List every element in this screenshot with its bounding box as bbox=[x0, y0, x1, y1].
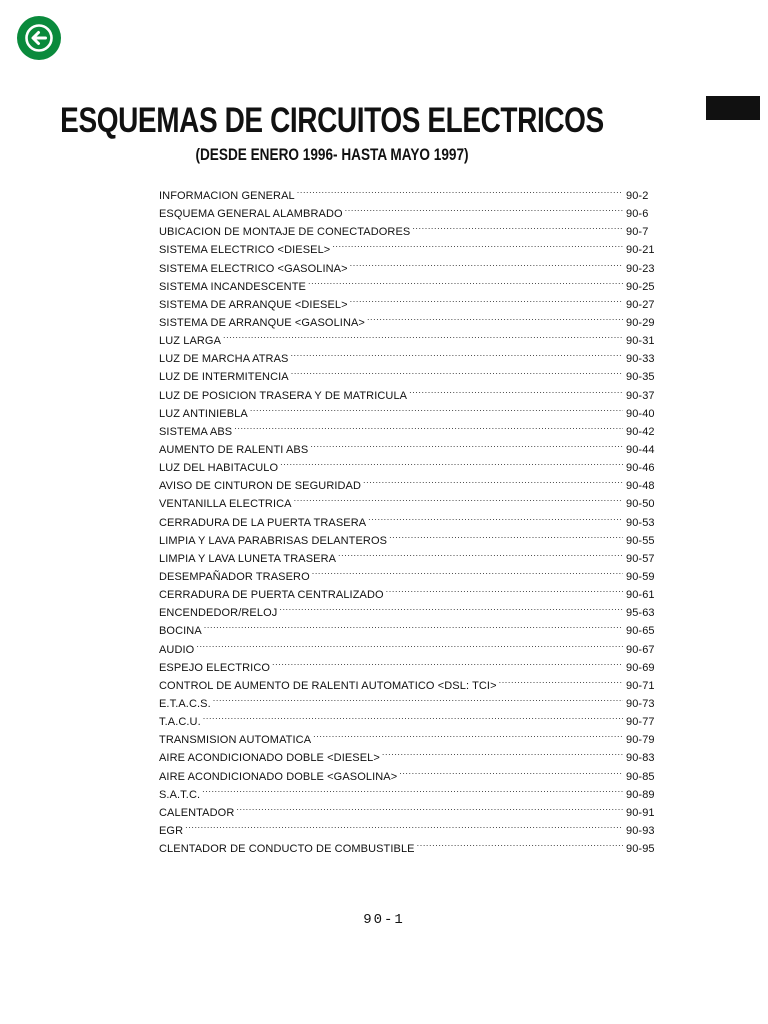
toc-entry[interactable] bbox=[159, 816, 658, 837]
section-tab-marker bbox=[706, 96, 760, 120]
toc-entry-page: 90-48 bbox=[626, 480, 655, 493]
toc-entry-label: SISTEMA DE ARRANQUE <GASOLINA> bbox=[159, 316, 365, 329]
toc-entry-page: 90-79 bbox=[626, 734, 655, 747]
toc-dot-leader bbox=[499, 671, 623, 689]
toc-dot-leader bbox=[338, 544, 623, 562]
toc-entry-page: 90-83 bbox=[626, 752, 655, 765]
toc-entry-label: LUZ DEL HABITACULO bbox=[159, 462, 279, 475]
toc-dot-leader bbox=[291, 362, 623, 380]
toc-dot-leader bbox=[308, 272, 623, 290]
toc-dot-leader bbox=[272, 653, 623, 671]
toc-entry-page: 90-2 bbox=[626, 190, 649, 202]
toc-entry[interactable] bbox=[159, 326, 658, 348]
toc-dot-leader bbox=[389, 526, 623, 544]
toc-entry-label: LUZ LARGA bbox=[159, 335, 222, 348]
toc-dot-leader bbox=[417, 834, 623, 852]
toc-dot-leader bbox=[409, 381, 623, 399]
toc-entry-label: BOCINA bbox=[159, 625, 202, 638]
toc-dot-leader bbox=[412, 217, 623, 235]
toc-entry-label: TRANSMISION AUTOMATICA bbox=[159, 734, 312, 747]
toc-dot-leader bbox=[363, 471, 623, 489]
toc-dot-leader bbox=[279, 598, 623, 616]
toc-entry-label: T.A.C.U. bbox=[159, 716, 201, 729]
toc-entry-page: 90-65 bbox=[626, 625, 655, 638]
toc-entry[interactable] bbox=[159, 798, 658, 819]
toc-entry-page: 90-25 bbox=[626, 280, 655, 293]
toc-entry-page: 90-23 bbox=[626, 262, 655, 275]
toc-dot-leader bbox=[223, 326, 623, 344]
toc-entry[interactable] bbox=[159, 616, 658, 638]
toc-entry-page: 90-85 bbox=[626, 770, 655, 783]
toc-entry[interactable] bbox=[159, 635, 658, 656]
table-of-contents bbox=[159, 181, 658, 856]
toc-entry-label: ESQUEMA GENERAL ALAMBRADO bbox=[159, 208, 343, 221]
toc-dot-leader bbox=[196, 635, 623, 653]
toc-entry-page: 90-93 bbox=[626, 824, 655, 837]
toc-entry-page: 95-63 bbox=[626, 607, 655, 620]
toc-entry-label: SISTEMA DE ARRANQUE <DIESEL> bbox=[159, 298, 348, 311]
toc-entry-label: E.T.A.C.S. bbox=[159, 697, 211, 710]
toc-dot-leader bbox=[386, 580, 623, 598]
toc-entry-page: 90-21 bbox=[626, 244, 655, 257]
toc-entry-label: AIRE ACONDICIONADO DOBLE <DIESEL> bbox=[159, 752, 380, 765]
toc-entry-page: 90-53 bbox=[626, 516, 655, 529]
toc-entry-page: 90-71 bbox=[626, 679, 655, 692]
toc-entry-label: ESPEJO ELECTRICO bbox=[159, 661, 271, 674]
toc-entry-page: 90-29 bbox=[626, 316, 655, 329]
toc-entry-label: ENCENDEDOR/RELOJ bbox=[159, 607, 278, 620]
toc-entry-page: 90-35 bbox=[626, 371, 655, 384]
toc-entry[interactable] bbox=[159, 435, 658, 456]
toc-entry-label: AUMENTO DE RALENTI ABS bbox=[159, 443, 309, 456]
toc-entry-page: 90-40 bbox=[626, 407, 655, 420]
toc-entry[interactable] bbox=[159, 344, 658, 366]
toc-entry-label: INFORMACION GENERAL bbox=[159, 190, 295, 202]
toc-entry[interactable] bbox=[159, 834, 658, 856]
toc-entry[interactable] bbox=[159, 417, 658, 438]
toc-entry-label: SISTEMA INCANDESCENTE bbox=[159, 280, 306, 293]
toc-entry-page: 90-73 bbox=[626, 697, 655, 710]
toc-dot-leader bbox=[294, 489, 623, 507]
toc-dot-leader bbox=[234, 417, 623, 435]
toc-entry-label: SISTEMA ABS bbox=[159, 425, 233, 438]
toc-dot-leader bbox=[345, 199, 623, 217]
toc-dot-leader bbox=[236, 798, 623, 816]
toc-dot-leader bbox=[313, 725, 623, 743]
toc-entry-label: LIMPIA Y LAVA LUNETA TRASERA bbox=[159, 552, 337, 565]
toc-entry-label: DESEMPAÑADOR TRASERO bbox=[159, 570, 310, 583]
toc-entry-page: 90-91 bbox=[626, 806, 655, 819]
toc-entry-label: S.A.T.C. bbox=[159, 788, 201, 801]
toc-dot-leader bbox=[399, 762, 623, 780]
toc-entry-page: 90-31 bbox=[626, 335, 655, 348]
toc-dot-leader bbox=[213, 689, 623, 707]
toc-entry-label: AUDIO bbox=[159, 643, 195, 656]
toc-dot-leader bbox=[202, 780, 623, 798]
toc-dot-leader bbox=[204, 616, 623, 634]
toc-entry-label: CALENTADOR bbox=[159, 806, 235, 819]
arrow-left-icon bbox=[24, 23, 54, 53]
page-subtitle: (DESDE ENERO 1996- HASTA MAYO 1997) bbox=[195, 145, 469, 164]
toc-dot-leader bbox=[332, 235, 623, 253]
toc-dot-leader bbox=[382, 743, 623, 761]
toc-entry-page: 90-67 bbox=[626, 643, 655, 656]
back-button[interactable] bbox=[17, 16, 61, 60]
toc-entry-label: UBICACION DE MONTAJE DE CONECTADORES bbox=[159, 226, 411, 239]
toc-dot-leader bbox=[297, 181, 623, 199]
toc-entry-page: 90-69 bbox=[626, 661, 655, 674]
toc-entry[interactable] bbox=[159, 653, 658, 674]
toc-entry-page: 90-42 bbox=[626, 425, 655, 438]
toc-dot-leader bbox=[250, 399, 623, 417]
toc-entry-page: 90-37 bbox=[626, 389, 655, 402]
toc-entry-page: 90-89 bbox=[626, 788, 655, 801]
toc-entry-page: 90-50 bbox=[626, 498, 655, 511]
toc-entry-label: LIMPIA Y LAVA PARABRISAS DELANTEROS bbox=[159, 534, 388, 547]
toc-entry-page: 90-77 bbox=[626, 716, 655, 729]
toc-entry-label: EGR bbox=[159, 824, 184, 837]
toc-entry-page: 90-27 bbox=[626, 298, 655, 311]
toc-entry-label: CERRADURA DE LA PUERTA TRASERA bbox=[159, 516, 367, 529]
toc-entry-page: 90-46 bbox=[626, 462, 655, 475]
toc-entry-page: 90-57 bbox=[626, 552, 655, 565]
toc-entry-label: SISTEMA ELECTRICO <GASOLINA> bbox=[159, 262, 348, 275]
toc-entry[interactable] bbox=[159, 181, 658, 202]
toc-entry-page: 90-6 bbox=[626, 208, 649, 221]
toc-entry-label: AVISO DE CINTURON DE SEGURIDAD bbox=[159, 480, 362, 493]
toc-dot-leader bbox=[350, 290, 623, 308]
toc-entry-label: CLENTADOR DE CONDUCTO DE COMBUSTIBLE bbox=[159, 843, 415, 856]
toc-entry-page: 90-95 bbox=[626, 843, 655, 856]
toc-entry-label: LUZ DE INTERMITENCIA bbox=[159, 371, 289, 384]
toc-dot-leader bbox=[310, 435, 623, 453]
toc-dot-leader bbox=[368, 508, 623, 526]
toc-entry-label: LUZ ANTINIEBLA bbox=[159, 407, 248, 420]
toc-dot-leader bbox=[312, 562, 623, 580]
toc-entry-label: CONTROL DE AUMENTO DE RALENTI AUTOMATICO <DSL: TCI> bbox=[159, 679, 497, 692]
toc-dot-leader bbox=[350, 254, 623, 272]
toc-entry-page: 90-7 bbox=[626, 226, 649, 239]
toc-dot-leader bbox=[280, 453, 623, 471]
page-title: ESQUEMAS DE CIRCUITOS ELECTRICOS bbox=[60, 101, 604, 140]
toc-dot-leader bbox=[203, 707, 623, 725]
toc-entry-label: CERRADURA DE PUERTA CENTRALIZADO bbox=[159, 589, 384, 602]
toc-entry-page: 90-44 bbox=[626, 443, 655, 456]
toc-entry[interactable] bbox=[159, 780, 658, 801]
toc-entry-label: LUZ DE POSICION TRASERA Y DE MATRICULA bbox=[159, 389, 408, 402]
toc-entry-page: 90-61 bbox=[626, 589, 655, 602]
toc-dot-leader bbox=[185, 816, 623, 834]
toc-entry-label: AIRE ACONDICIONADO DOBLE <GASOLINA> bbox=[159, 770, 398, 783]
toc-entry-page: 90-33 bbox=[626, 353, 655, 366]
toc-entry-page: 90-59 bbox=[626, 570, 655, 583]
page-number: 90-1 bbox=[363, 912, 405, 928]
toc-entry[interactable] bbox=[159, 707, 658, 729]
toc-entry-label: VENTANILLA ELECTRICA bbox=[159, 498, 292, 511]
toc-dot-leader bbox=[367, 308, 623, 326]
toc-entry-label: SISTEMA ELECTRICO <DIESEL> bbox=[159, 244, 331, 257]
toc-entry[interactable] bbox=[159, 725, 658, 747]
toc-entry[interactable] bbox=[159, 689, 658, 710]
toc-entry-page: 90-55 bbox=[626, 534, 655, 547]
toc-dot-leader bbox=[290, 344, 623, 362]
toc-entry-label: LUZ DE MARCHA ATRAS bbox=[159, 353, 289, 366]
